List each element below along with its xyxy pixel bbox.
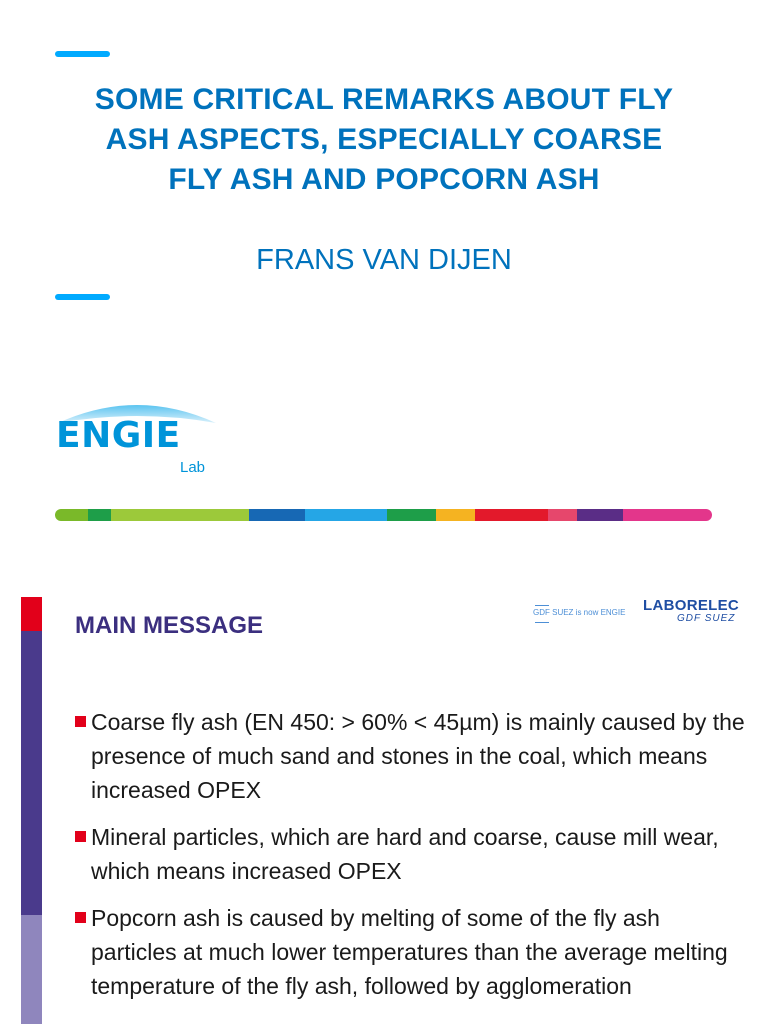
color-bar-segment xyxy=(475,509,547,521)
bullet-text: Popcorn ash is caused by melting of some of the fly ash particles at much lower temperatures than the average melting temperature of the fly ash, followed by agglomeration xyxy=(91,905,728,999)
color-bar-segment xyxy=(88,509,111,521)
author-name: FRANS VAN DIJEN xyxy=(256,244,512,276)
bullet-list xyxy=(75,705,745,1016)
title-line-3: FLY ASH AND POPCORN ASH xyxy=(168,163,600,196)
bullet-item xyxy=(75,705,745,807)
partner-rule-top xyxy=(535,605,549,606)
engie-lab-logo xyxy=(52,395,222,485)
bullet-square-icon xyxy=(75,716,86,727)
color-bar-segment xyxy=(55,509,88,521)
color-bar-segment xyxy=(436,509,475,521)
bullet-text: Coarse fly ash (EN 450: > 60% < 45µm) is mainly caused by the presence of much sand and stones in the coal, which means increased OPEX xyxy=(91,709,745,803)
bullet-text: Mineral particles, which are hard and coarse, cause mill wear, which means increased OPEX xyxy=(91,824,719,884)
content-slide xyxy=(0,565,768,1024)
color-bar-segment xyxy=(623,509,712,521)
title-line-2: ASH ASPECTS, ESPECIALLY COARSE xyxy=(105,123,663,156)
gdf-suez-wordmark: GDF SUEZ xyxy=(677,613,736,624)
side-bar-lilac xyxy=(21,915,42,1024)
bullet-square-icon xyxy=(75,912,86,923)
title-line-1: SOME CRITICAL REMARKS ABOUT FLY xyxy=(94,83,674,116)
bullet-item xyxy=(75,820,745,888)
bottom-accent-dash xyxy=(55,294,110,300)
partner-rule-bottom xyxy=(535,622,549,623)
partner-note: GDF SUEZ is now ENGIE xyxy=(533,608,626,617)
side-bar-purple xyxy=(21,631,42,915)
laborelec-logo xyxy=(533,595,748,635)
slide-heading: MAIN MESSAGE xyxy=(75,612,264,639)
bullet-square-icon xyxy=(75,831,86,842)
color-bar-segment xyxy=(387,509,436,521)
logo-sub: Lab xyxy=(180,459,206,476)
color-bar-segment xyxy=(111,509,249,521)
slide-title xyxy=(40,80,728,200)
brand-color-bar xyxy=(55,509,712,521)
laborelec-wordmark: LABORELEC xyxy=(643,597,740,614)
color-bar-segment xyxy=(548,509,578,521)
color-bar-segment xyxy=(577,509,623,521)
side-bar-red xyxy=(21,597,42,631)
bullet-item xyxy=(75,901,745,1003)
top-accent-dash xyxy=(55,51,110,57)
logo-wordmark: ENGIE xyxy=(56,415,181,456)
color-bar-segment xyxy=(305,509,387,521)
color-bar-segment xyxy=(249,509,305,521)
